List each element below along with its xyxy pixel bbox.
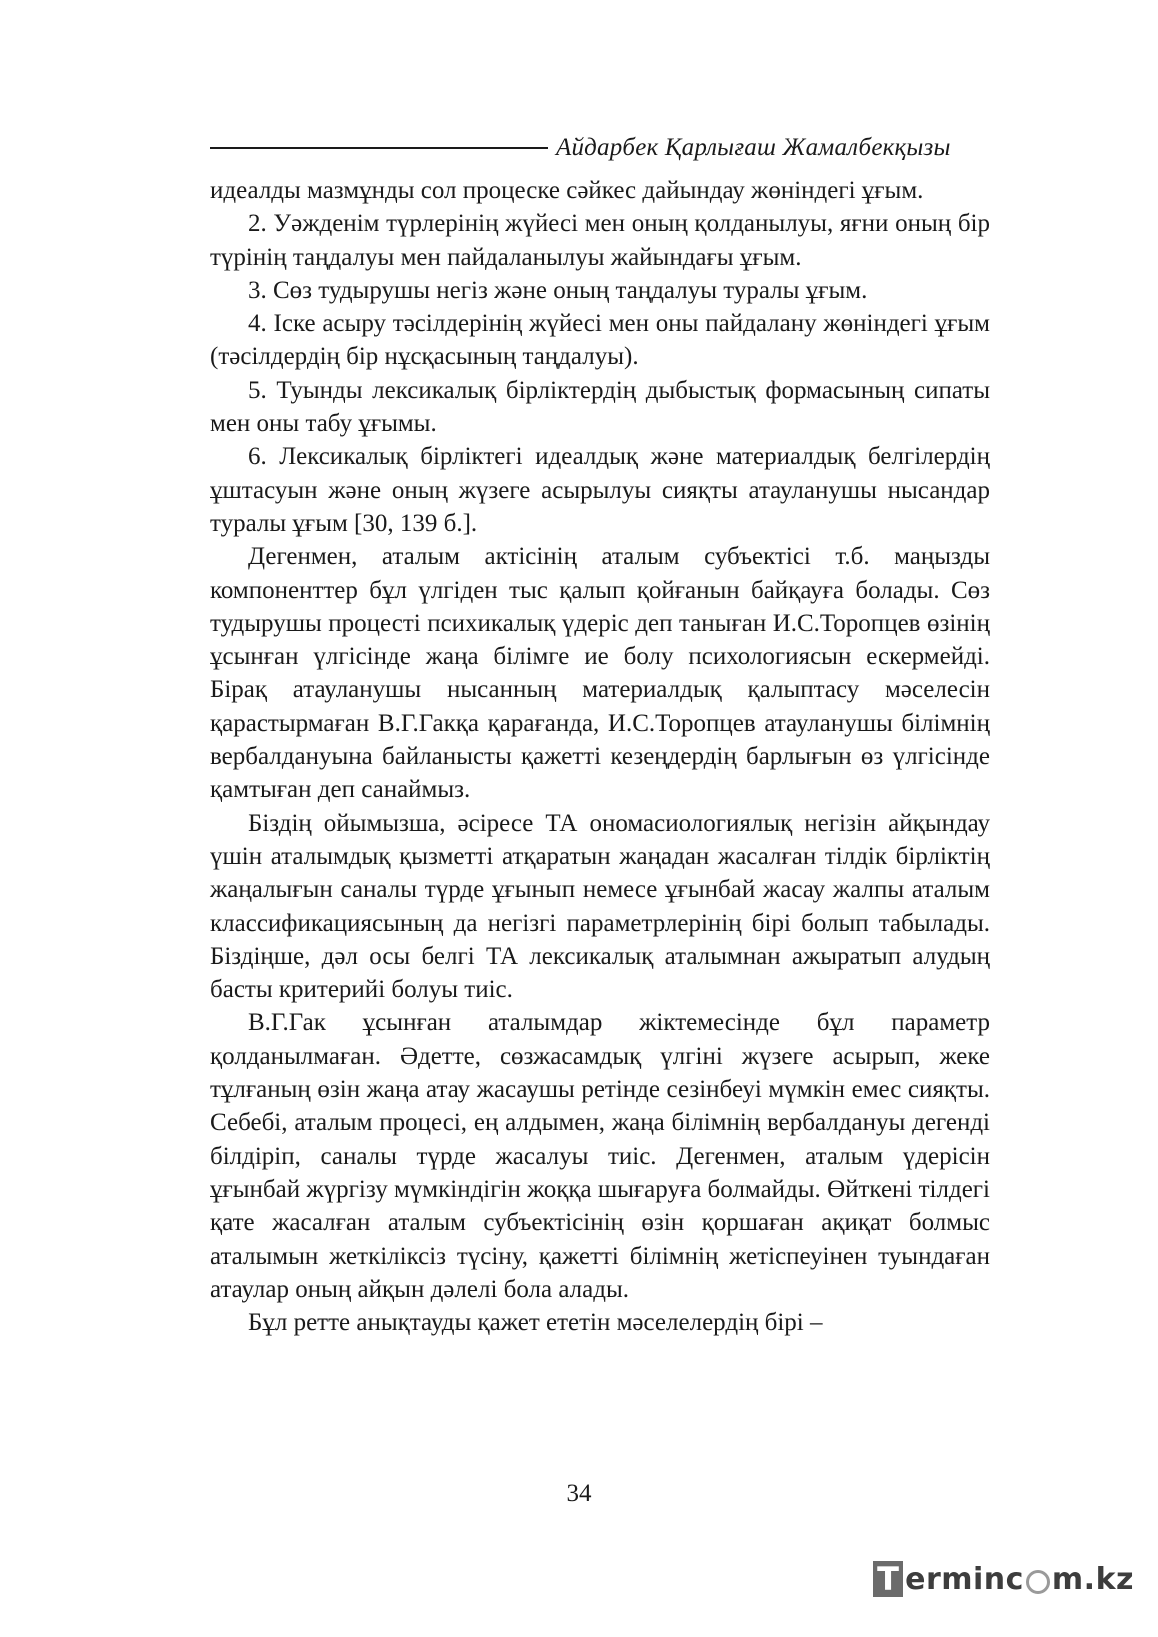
paragraph: Дегенмен, аталым актісінің аталым субъектісі т.б. маңызды компоненттер бұл үлгіден тыс қалып қойғанын байқауға болады. Сөз тудырушы процесті психикалық үдеріс деп таныған И.С.Торопцев өзінің ұсынған үлгісінде жаңа білімге ие болу психологиясын ескермейді. Бірақ атауланушы нысанның материалдық қалыптасу мәселесін қарастырмаған В.Г.Гакқа қарағанда, И.С.Торопцев атауланушы білімнің вербалдануына байланысты қажетті кезеңдердің барлығын өз үлгісінде қамтыған деп санаймыз. bbox=[210, 543, 990, 804]
paragraph: 3. Сөз тудырушы негіз және оның таңдалуы туралы ұғым. bbox=[248, 276, 868, 304]
magnifier-icon bbox=[1026, 1570, 1050, 1594]
header-rule bbox=[210, 147, 548, 149]
watermark-letter-t: T bbox=[873, 1561, 903, 1597]
paragraph: идеалды мазмұнды сол процеске сәйкес дайындау жөніндегі ұғым. bbox=[210, 177, 924, 204]
body-text bbox=[210, 174, 990, 1339]
paragraph: 6. Лексикалық бірліктегі идеалдық және материалдық белгілердің ұштасуын және оның жүзеге асырылуы сияқты атауланушы нысандар туралы ұғым [30, 139 б.]. bbox=[210, 443, 990, 537]
paragraph: В.Г.Гак ұсынған аталымдар жіктемесінде бұл параметр қолданылмаған. Әдетте, сөзжасамдық үлгіні жүзеге асырып, жеке тұлғаның өзін жаңа атау жасаушы ретінде сезінбеуі мүмкін емес сияқты. Себебі, аталым процесі, ең алдымен, жаңа білімнің вербалдануы дегенді білдіріп, саналы түрде жасалуы тиіс. Дегенмен, аталым үдерісін ұғынбай жүргізу мүмкіндігін жоққа шығаруға болмайды. Өйткені тілдегі қате жасалған аталым субъектісінің өзін қоршаған ақиқат болмыс аталымын жеткіліксіз түсіну, қажетті білімнің жетіспеуінен туындаған атаулар оның айқын дәлелі бола алады. bbox=[210, 1009, 990, 1303]
watermark-logo bbox=[873, 1557, 1134, 1601]
page-number: 34 bbox=[566, 1480, 592, 1507]
header-author: Айдарбек Қарлығаш Жамалбекқызы bbox=[556, 134, 951, 161]
paragraph: 2. Уәжденім түрлерінің жүйесі мен оның қолданылуы, яғни оның бір түрінің таңдалуы мен пайдаланылуы жайындағы ұғым. bbox=[210, 210, 990, 271]
watermark-text-end: m.kz bbox=[1051, 1561, 1134, 1597]
paragraph: 5. Туынды лексикалық бірліктердің дыбыстық формасының сипаты мен оны табу ұғымы. bbox=[210, 376, 990, 438]
running-header bbox=[210, 128, 990, 168]
paragraph: Біздің ойымызша, әсіресе ТА ономасиологиялық негізін айқындау үшін аталымдық қызметті атқаратын жаңадан жасалған тілдік бірліктің жаңалығын саналы түрде ұғынып немесе ұғынбай жасау жалпы аталым классификациясының да негізгі параметрлерінің бірі болып табылады. Біздіңше, дәл осы белгі ТА лексикалық аталымнан ажыратып алудың басты критерийі болуы тиіс. bbox=[210, 809, 990, 1004]
paragraph: 4. Іске асыру тәсілдерінің жүйесі мен оны пайдалану жөніндегі ұғым (тәсілдердің бір нұсқасының таңдалуы). bbox=[210, 310, 990, 371]
paragraph: Бұл ретте анықтауды қажет ететін мәселелердің бірі – bbox=[248, 1309, 823, 1337]
document-page bbox=[210, 128, 990, 1339]
watermark-text-start: erminc bbox=[905, 1561, 1024, 1597]
